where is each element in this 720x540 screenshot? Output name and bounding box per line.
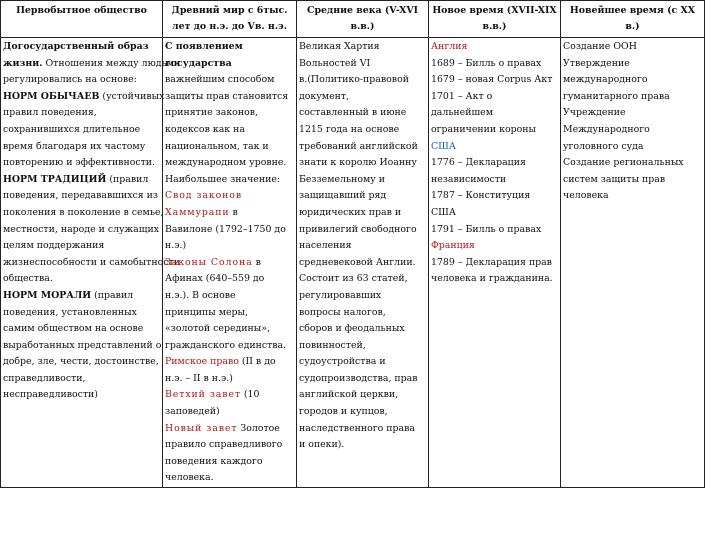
text-line bbox=[299, 421, 426, 438]
text-line bbox=[431, 89, 558, 106]
text-line bbox=[299, 387, 426, 404]
text-run: Новый завет bbox=[165, 422, 238, 434]
text-line bbox=[431, 188, 558, 205]
cell-modern-era bbox=[429, 38, 561, 488]
text-run: (II в до bbox=[238, 356, 276, 368]
text-line bbox=[431, 172, 558, 189]
text-run: поведения, передававшихся из bbox=[3, 190, 159, 202]
text-run: добре, зле, чести, достоинстве, bbox=[3, 356, 159, 368]
text-line bbox=[563, 188, 702, 205]
text-line bbox=[563, 72, 702, 89]
text-line bbox=[165, 321, 294, 338]
text-line bbox=[3, 222, 160, 239]
text-run: Создание ООН bbox=[563, 41, 637, 52]
text-line bbox=[299, 122, 426, 139]
text-run: международного bbox=[563, 74, 648, 86]
text-line bbox=[431, 222, 558, 239]
text-line bbox=[3, 39, 160, 56]
text-line bbox=[299, 255, 426, 272]
text-run: 1787 – Конституция bbox=[431, 190, 531, 202]
text-run: повинностей, bbox=[299, 339, 366, 351]
text-run: «золотой середины», bbox=[165, 323, 270, 335]
text-run: систем защиты прав bbox=[563, 173, 666, 185]
header-row bbox=[1, 1, 705, 38]
text-run: документ, bbox=[299, 90, 350, 102]
text-line bbox=[299, 72, 426, 89]
text-run: Римское право bbox=[165, 356, 239, 368]
cell-ancient-world bbox=[163, 38, 297, 488]
text-line bbox=[299, 288, 426, 305]
text-line bbox=[165, 255, 294, 272]
text-run: Ветхий завет bbox=[165, 389, 241, 401]
text-run: Вольностей VI bbox=[299, 57, 371, 69]
text-run: уголовного суда bbox=[563, 140, 644, 152]
text-line bbox=[299, 338, 426, 355]
text-line bbox=[3, 72, 160, 89]
text-run: Англия bbox=[431, 41, 468, 52]
text-line bbox=[3, 255, 180, 272]
text-line bbox=[165, 139, 294, 156]
text-line bbox=[563, 56, 702, 73]
text-run: человека bbox=[563, 190, 609, 202]
text-run: С появлением bbox=[165, 41, 243, 52]
text-run: в.(Политико-правовой bbox=[299, 74, 409, 86]
text-run: н.э. – II в н.э.) bbox=[165, 372, 233, 384]
content-row bbox=[1, 38, 705, 488]
text-run: национальном, так и bbox=[165, 140, 269, 152]
text-run: Свод законов bbox=[165, 190, 243, 202]
text-run: английской церкви, bbox=[299, 389, 399, 401]
text-run: поведения каждого bbox=[165, 455, 263, 467]
text-line bbox=[299, 354, 426, 371]
text-run: вопросы налогов, bbox=[299, 306, 386, 318]
text-run: человека и гражданина. bbox=[431, 273, 553, 285]
text-run: сборов и феодальных bbox=[299, 323, 405, 335]
text-line bbox=[3, 56, 181, 73]
text-line bbox=[3, 188, 160, 205]
header-ancient-world: Древний мир с 6тыс. лет до н.э. до Vв. н.э. bbox=[163, 1, 297, 38]
text-line bbox=[299, 321, 426, 338]
text-run: международном уровне. bbox=[165, 157, 287, 169]
text-line bbox=[165, 288, 294, 305]
text-line bbox=[3, 271, 160, 288]
text-line bbox=[3, 155, 160, 172]
text-run: в bbox=[252, 256, 261, 268]
text-run: гражданского единства. bbox=[165, 339, 287, 351]
text-line bbox=[165, 172, 294, 189]
text-line bbox=[165, 205, 294, 222]
text-line bbox=[165, 354, 294, 371]
text-line bbox=[165, 470, 294, 487]
text-line bbox=[299, 139, 426, 156]
text-line bbox=[3, 338, 160, 355]
text-line bbox=[299, 105, 426, 122]
text-line bbox=[165, 437, 294, 454]
text-run: юридических прав и bbox=[299, 206, 402, 218]
text-line bbox=[165, 122, 294, 139]
text-line bbox=[3, 105, 160, 122]
text-run: США bbox=[431, 140, 456, 152]
text-run: средневековой Англии. bbox=[299, 256, 416, 268]
text-line bbox=[165, 404, 294, 421]
text-run: (правил bbox=[106, 173, 149, 185]
text-run: НОРМ ОБЫЧАЕВ bbox=[3, 90, 100, 102]
text-line bbox=[299, 39, 426, 56]
header-primitive-society: Первобытное общество bbox=[1, 1, 163, 38]
text-run: жизни. bbox=[3, 57, 43, 69]
text-run: н.э.) bbox=[165, 240, 187, 252]
text-run: и опеки). bbox=[299, 439, 345, 451]
cell-middle-ages bbox=[297, 38, 429, 488]
text-line bbox=[299, 188, 426, 205]
text-run: самим обществом на основе bbox=[3, 323, 144, 335]
text-run: 1776 – Декларация bbox=[431, 157, 526, 169]
text-line bbox=[3, 205, 164, 222]
text-line bbox=[3, 238, 160, 255]
text-run: 1679 – новая Corpus Акт bbox=[431, 74, 553, 86]
text-run: независимости bbox=[431, 173, 507, 185]
text-line bbox=[299, 271, 426, 288]
text-run: 1791 – Билль о правах bbox=[431, 223, 542, 235]
text-run: принципы меры, bbox=[165, 306, 248, 318]
text-run: несправедливости) bbox=[3, 389, 98, 401]
text-run: Хаммурапи bbox=[165, 206, 230, 218]
text-line bbox=[563, 89, 702, 106]
text-line bbox=[563, 105, 702, 122]
text-run: ограничении короны bbox=[431, 123, 536, 135]
text-run: принятие законов, bbox=[165, 107, 258, 119]
text-line bbox=[3, 305, 160, 322]
text-run: регулировались на основе: bbox=[3, 74, 137, 86]
text-line bbox=[431, 255, 558, 272]
text-line bbox=[165, 421, 294, 438]
text-line bbox=[431, 105, 558, 122]
text-line bbox=[165, 238, 294, 255]
text-run: поколения в поколение в семье, bbox=[3, 206, 164, 218]
text-run: судоустройства и bbox=[299, 356, 386, 368]
text-run: 1789 – Декларация прав bbox=[431, 256, 552, 268]
text-run: 1215 года на основе bbox=[299, 123, 400, 135]
text-line bbox=[3, 89, 165, 106]
text-line bbox=[299, 56, 426, 73]
text-run: защищавший ряд bbox=[299, 190, 387, 202]
text-line bbox=[165, 105, 294, 122]
text-run: общества. bbox=[3, 273, 53, 285]
text-run: знати к королю Иоанну bbox=[299, 157, 417, 169]
text-run: Учреждение bbox=[563, 107, 626, 119]
text-line bbox=[165, 271, 294, 288]
text-line bbox=[431, 238, 558, 255]
text-line bbox=[299, 305, 426, 322]
text-run: Золотое bbox=[237, 422, 280, 434]
text-run: Вавилоне (1792–1750 до bbox=[165, 223, 286, 235]
text-run: сохранившихся длительное bbox=[3, 123, 141, 135]
text-line bbox=[165, 454, 294, 471]
text-line bbox=[431, 72, 558, 89]
text-line bbox=[165, 155, 294, 172]
header-contemporary-era: Новейшее время (с XX в.) bbox=[561, 1, 705, 38]
text-run: Состоит из 63 статей, bbox=[299, 273, 408, 285]
text-run: населения bbox=[299, 240, 352, 252]
text-run: Франция bbox=[431, 240, 475, 252]
text-run: Догосударственный образ bbox=[3, 41, 149, 52]
text-line bbox=[3, 371, 160, 388]
text-run: гуманитарного права bbox=[563, 90, 670, 102]
text-run: н.э.). В основе bbox=[165, 289, 236, 301]
text-run: правил поведения, bbox=[3, 107, 97, 119]
text-line bbox=[3, 354, 160, 371]
text-run: 1689 – Билль о правах bbox=[431, 57, 542, 69]
text-line bbox=[563, 39, 702, 56]
text-line bbox=[299, 205, 426, 222]
text-line bbox=[299, 89, 426, 106]
text-line bbox=[165, 72, 294, 89]
text-line bbox=[563, 122, 702, 139]
text-run: повторению и эффективности. bbox=[3, 157, 156, 169]
text-run: 1701 – Акт о bbox=[431, 90, 493, 102]
text-run: (устойчивых bbox=[99, 90, 165, 102]
text-line bbox=[563, 172, 702, 189]
cell-contemporary-era bbox=[561, 38, 705, 488]
text-run: Наибольшее значение: bbox=[165, 173, 281, 185]
text-run: поведения, установленных bbox=[3, 306, 137, 318]
text-run: США bbox=[431, 206, 456, 218]
text-line bbox=[563, 139, 702, 156]
text-line bbox=[299, 155, 426, 172]
text-line bbox=[431, 139, 558, 156]
text-run: жизнеспособности и самобытности bbox=[3, 256, 180, 268]
text-run: Отношения между людьми bbox=[42, 57, 181, 69]
text-run: заповедей) bbox=[165, 406, 220, 418]
text-run: государства bbox=[165, 57, 232, 69]
text-run: Афинах (640–559 до bbox=[165, 273, 265, 285]
text-run: Утверждение bbox=[563, 57, 630, 69]
text-line bbox=[431, 122, 558, 139]
text-run: привилегий свободного bbox=[299, 223, 417, 235]
text-run: кодексов как на bbox=[165, 123, 245, 135]
text-line bbox=[299, 404, 426, 421]
text-line bbox=[299, 437, 426, 454]
text-line bbox=[431, 205, 558, 222]
text-run: наследственного права bbox=[299, 422, 416, 434]
text-run: городов и купцов, bbox=[299, 406, 388, 418]
text-run: НОРМ ТРАДИЦИЙ bbox=[3, 173, 107, 185]
text-line bbox=[165, 387, 294, 404]
text-run: целям поддержания bbox=[3, 240, 105, 252]
text-line bbox=[431, 155, 558, 172]
text-run: время благодаря их частому bbox=[3, 140, 146, 152]
text-run: требований английской bbox=[299, 140, 418, 152]
text-run: НОРМ МОРАЛИ bbox=[3, 289, 92, 301]
text-run: составленный в июне bbox=[299, 107, 407, 119]
header-middle-ages: Средние века (V-XVI в.в.) bbox=[297, 1, 429, 38]
text-line bbox=[299, 172, 426, 189]
text-line bbox=[165, 371, 294, 388]
text-run: (правил bbox=[91, 289, 134, 301]
text-line bbox=[165, 305, 294, 322]
text-line bbox=[3, 387, 160, 404]
text-line bbox=[165, 188, 294, 205]
text-line bbox=[165, 39, 294, 56]
text-line bbox=[431, 271, 558, 288]
text-line bbox=[165, 56, 294, 73]
text-line bbox=[165, 222, 294, 239]
text-run: важнейшим способом bbox=[165, 74, 275, 86]
text-line bbox=[563, 155, 702, 172]
text-run: Законы Солона bbox=[165, 256, 253, 268]
text-line bbox=[431, 39, 558, 56]
text-line bbox=[3, 288, 160, 305]
text-run: местности, народе и служащих bbox=[3, 223, 160, 235]
text-line bbox=[3, 122, 160, 139]
text-run: справедливости, bbox=[3, 372, 86, 384]
text-line bbox=[299, 222, 426, 239]
text-run: Международного bbox=[563, 123, 650, 135]
text-line bbox=[299, 238, 426, 255]
text-run: Великая Хартия bbox=[299, 41, 380, 52]
text-line bbox=[431, 56, 558, 73]
text-line bbox=[3, 172, 160, 189]
text-run: в bbox=[229, 206, 238, 218]
text-line bbox=[3, 321, 160, 338]
text-run: человека. bbox=[165, 472, 214, 484]
text-run: защиты прав становится bbox=[165, 90, 289, 102]
text-line bbox=[165, 89, 294, 106]
header-modern-era: Новое время (XVII-XIX в.в.) bbox=[429, 1, 561, 38]
text-run: правило справедливого bbox=[165, 439, 283, 451]
text-run: (10 bbox=[240, 389, 260, 401]
text-run: судопроизводства, прав bbox=[299, 372, 418, 384]
text-line bbox=[165, 338, 294, 355]
text-run: выработанных представлений о bbox=[3, 339, 162, 351]
text-run: дальнейшем bbox=[431, 107, 494, 119]
text-run: Создание региональных bbox=[563, 157, 684, 169]
text-run: Безземельному и bbox=[299, 173, 386, 185]
text-line bbox=[299, 371, 426, 388]
text-run: регулировавших bbox=[299, 289, 382, 301]
text-line bbox=[3, 139, 160, 156]
